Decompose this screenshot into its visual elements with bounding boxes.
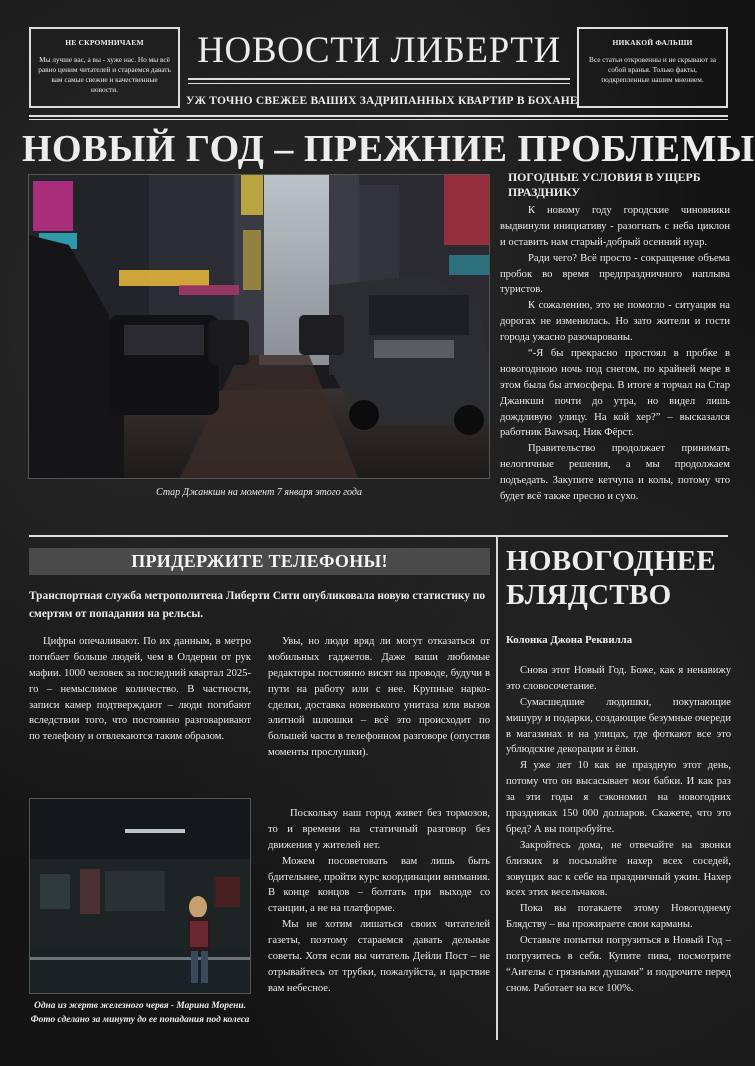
left-info-box [29, 27, 180, 108]
masthead-tagline: УЖ ТОЧНО СВЕЖЕЕ ВАШИХ ЗАДРИПАННЫХ КВАРТИР В БОХАНЕ [186, 95, 578, 107]
column-divider [496, 535, 498, 1040]
phones-story-title: ПРИДЕРЖИТЕ ТЕЛЕФОНЫ! [29, 548, 490, 575]
column-story-body [506, 663, 731, 997]
left-box-title: НЕ СКРОМНИЧАЕМ [65, 38, 144, 47]
main-headline: НОВЫЙ ГОД – ПРЕЖНИЕ ПРОБЛЕМЫ [22, 128, 755, 170]
phones-paragraph: Мы не хотим лишаться своих читателей газеты, поэтому стараемся давать дельные советы. Хотя если вы читатель Дейли Пост – не отрывайтесь от трубки, пожалуйста, и царствие вам небесное. [268, 919, 490, 994]
street-photo-image [29, 175, 490, 479]
column-paragraph: Сумасшедшие людишки, покупающие мишуру и подарки, создающие безумные очереди в магазинах и на улицах, где фоткают все это ублюдские декорации и ёлки. [506, 696, 731, 756]
phones-column-2 [268, 634, 490, 761]
main-paragraph: “-Я бы прекрасно простоял в пробке в новогоднюю ночь под снегом, по крайней мере в этом была бы атмосфера. В итоге я торчал на Стар Джанкшн почти до утра, но видел лишь дождливую улицу. На кой хер?” – высказался работник Bawsaq, Ник Фёрст. [500, 348, 730, 439]
column-paragraph: Я уже лет 10 как не праздную этот день, потому что он высасывает мои бабки. И как раз за эти годы я сэкономил на новогодних праздниках 150 000 долларов. Скажете, что это бред? А вы попробуйте. [506, 760, 731, 835]
right-box-text: Все статьи откровенны и не скрывают за собой вранья. Только факты, подкрепленные нашим мнением. [589, 55, 716, 85]
column-paragraph: Пока вы потакаете этому Новогоднему Блядству – вы прожираете свои карманы. [506, 903, 731, 931]
column-byline: Колонка Джона Реквилла [506, 634, 633, 646]
header-divider-top [29, 115, 728, 117]
phones-paragraph: Можем посоветовать вам лишь быть бдительнее, пройти курс координации внимания. В конце концов – болтать при выходе со станции, а не на платформе. [268, 855, 490, 915]
right-box-title: НИКАКОЙ ФАЛЬШИ [612, 38, 693, 47]
main-paragraph: Ради чего? Всё просто - сокращение объема пробок во время предпраздничного наплыва туристов. [500, 252, 730, 296]
subway-photo-image [30, 799, 251, 994]
column-paragraph: Закройтесь дома, не отвечайте на звонки близких и посылайте нахер всех соседей, зовущих вас к себе на праздничный ужин. Нахер всех этих весельчаков. [506, 839, 731, 899]
street-photo [28, 174, 490, 479]
masthead-title: НОВОСТИ ЛИБЕРТИ [197, 30, 561, 71]
subway-photo-caption: Одна из жертв железного червя - Марина Морени. Фото сделано за минуту до ее попадания под колеса [30, 1001, 250, 1025]
header-divider-bottom [29, 119, 728, 120]
main-paragraph: К сожалению, это не помогло - ситуация на дорогах не изменилась. Но зато жители и гости города ужасно разочарованы. [500, 300, 730, 344]
column-paragraph: Снова этот Новый Год. Боже, как я ненавижу это словосочетание. [506, 665, 731, 692]
phones-paragraph: Цифры опечаливают. По их данным, в метро погибает больше людей, чем в Олдерни от рук мафии. 1000 человек за последний квартал 2025-го – немыслимое количество. В частности, записи камер подтверждают – люди погибают вследствии того, что постоянно разговаривают по телефону и отвлекаются таким образом. [29, 636, 251, 743]
column-story-title: НОВОГОДНЕЕ БЛЯДСТВО [506, 545, 717, 612]
phones-paragraph: Увы, но люди вряд ли могут отказаться от мобильных гаджетов. Даже ваши любимые редакторы постоянно висят на проводе, будучи в пути на работу или с нее. Крупные нарко-сделки, доставка новенького унитаза или вызов элитной шлюшки – всё это происходит по большей части в телефонном разговоре (опустив моменты прослушки). [268, 636, 490, 759]
phones-column-3 [268, 806, 490, 997]
subway-photo [29, 798, 251, 994]
main-paragraph: Правительство продолжает принимать нелогичные решения, а мы продолжаем подъедать. Закупите кетчупа и колы, потому что будет всё также пресно и сухо. [500, 443, 730, 503]
section-divider [29, 535, 728, 537]
phones-column-1 [29, 634, 251, 745]
phones-paragraph: Поскольку наш город живет без тормозов, то и времени на статичный разговор без движения у жителей нет. [268, 808, 490, 851]
masthead-rule-top [188, 78, 570, 80]
street-photo-caption: Стар Джанкшн на момент 7 января этого года [156, 487, 362, 498]
masthead-rule-bottom [188, 83, 570, 84]
phones-story-lead: Транспортная служба метрополитена Либерти Сити опубликовала новую статистику по смертям от попадания на рельсы. [29, 590, 486, 620]
left-box-text: Мы лучше вас, а вы - хуже нас. Но мы всё равно ценим читателей и стараемся давать вам самые свежие и качественные новости. [38, 55, 171, 95]
main-subhead: ПОГОДНЫЕ УСЛОВИЯ В УЩЕРБ ПРАЗДНИКУ [508, 170, 701, 199]
main-paragraph: К новому году городские чиновники выдвинули инициативу - разогнать с неба циклон и оставить нам старый-добрый осенний нуар. [500, 205, 730, 248]
column-paragraph: Оставьте попытки погрузиться в Новый Год – погрузитесь в себя. Купите пива, посмотрите “Ангелы с грязными душами” и подрочите перед сном. Работает на все 100%. [506, 935, 731, 994]
right-info-box [577, 27, 728, 108]
main-story-body [500, 203, 730, 505]
